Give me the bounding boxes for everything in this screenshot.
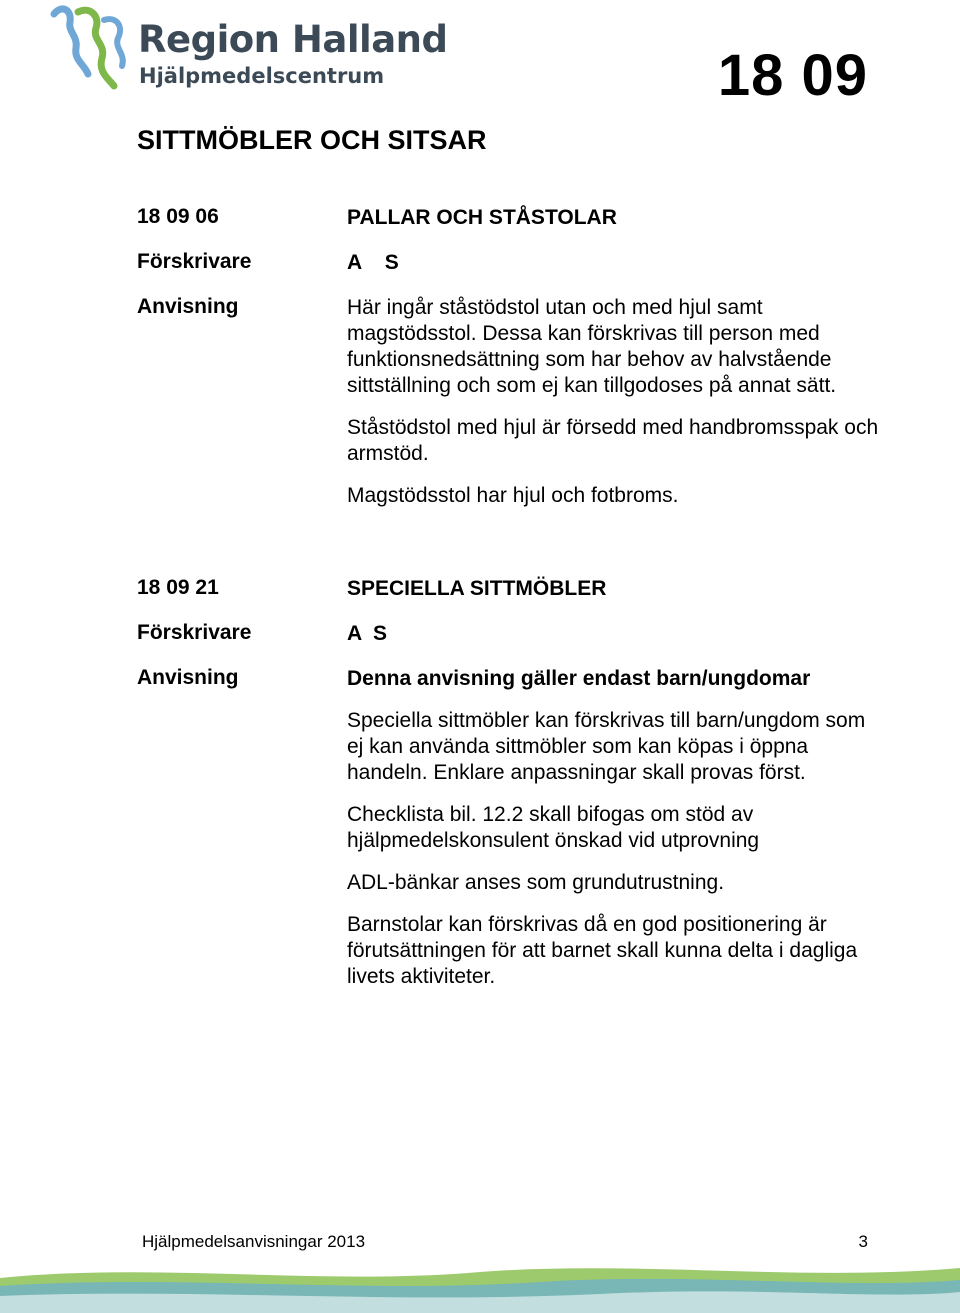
region-halland-logo-icon xyxy=(48,2,138,94)
section-heading: PALLAR OCH STÅSTOLAR xyxy=(347,206,617,229)
guidance-paragraph: Speciella sittmöbler kan förskrivas till barn/ungdom som ej kan använda sittmöbler som kan köpas i öppna handeln. Enklare anpassningar skall provas först. xyxy=(347,709,866,784)
guidance-paragraph: Checklista bil. 12.2 skall bifogas om stöd av hjälpmedelskonsulent önskad vid utprovning xyxy=(347,803,760,852)
guidance-text xyxy=(347,666,887,990)
prescriber-label: Förskrivare xyxy=(137,250,252,273)
guidance-note: Denna anvisning gäller endast barn/ungdomar xyxy=(347,667,811,690)
prescriber-label: Förskrivare xyxy=(137,621,252,644)
footer-title: Hjälpmedelsanvisningar 2013 xyxy=(142,1232,366,1251)
guidance-paragraph: Ståstödstol med hjul är försedd med handbromsspak och armstöd. xyxy=(347,416,879,465)
guidance-label: Anvisning xyxy=(137,295,239,318)
logo-name: Region Halland xyxy=(138,18,448,61)
page-number: 3 xyxy=(858,1232,868,1251)
guidance-paragraph: ADL-bänkar anses som grundutrustning. xyxy=(347,871,725,894)
prescriber-value: A S xyxy=(347,622,388,645)
prescriber-value: A S xyxy=(347,251,399,274)
guidance-text xyxy=(347,295,887,509)
section-code: 18 09 21 xyxy=(137,576,219,599)
guidance-label: Anvisning xyxy=(137,666,239,689)
logo-subtitle: Hjälpmedelscentrum xyxy=(139,64,385,88)
section-heading: SPECIELLA SITTMÖBLER xyxy=(347,577,607,600)
chapter-code: 18 09 xyxy=(717,43,868,108)
region-halland-logo xyxy=(48,2,448,94)
section-code: 18 09 06 xyxy=(137,205,219,228)
guidance-paragraph: Här ingår ståstödstol utan och med hjul samt magstödsstol. Dessa kan förskrivas till person med funktionsnedsättning som har behov av halvstående sittställning och som ej kan tillgodoses på annat sätt. xyxy=(347,296,837,397)
guidance-paragraph: Barnstolar kan förskrivas då en god positionering är förutsättningen för att barnet skall kunna delta i dagliga livets aktiviteter. xyxy=(347,913,858,988)
footer-wave-decoration xyxy=(0,1256,960,1313)
guidance-paragraph: Magstödsstol har hjul och fotbroms. xyxy=(347,484,679,507)
page-title: SITTMÖBLER OCH SITSAR xyxy=(137,125,487,155)
